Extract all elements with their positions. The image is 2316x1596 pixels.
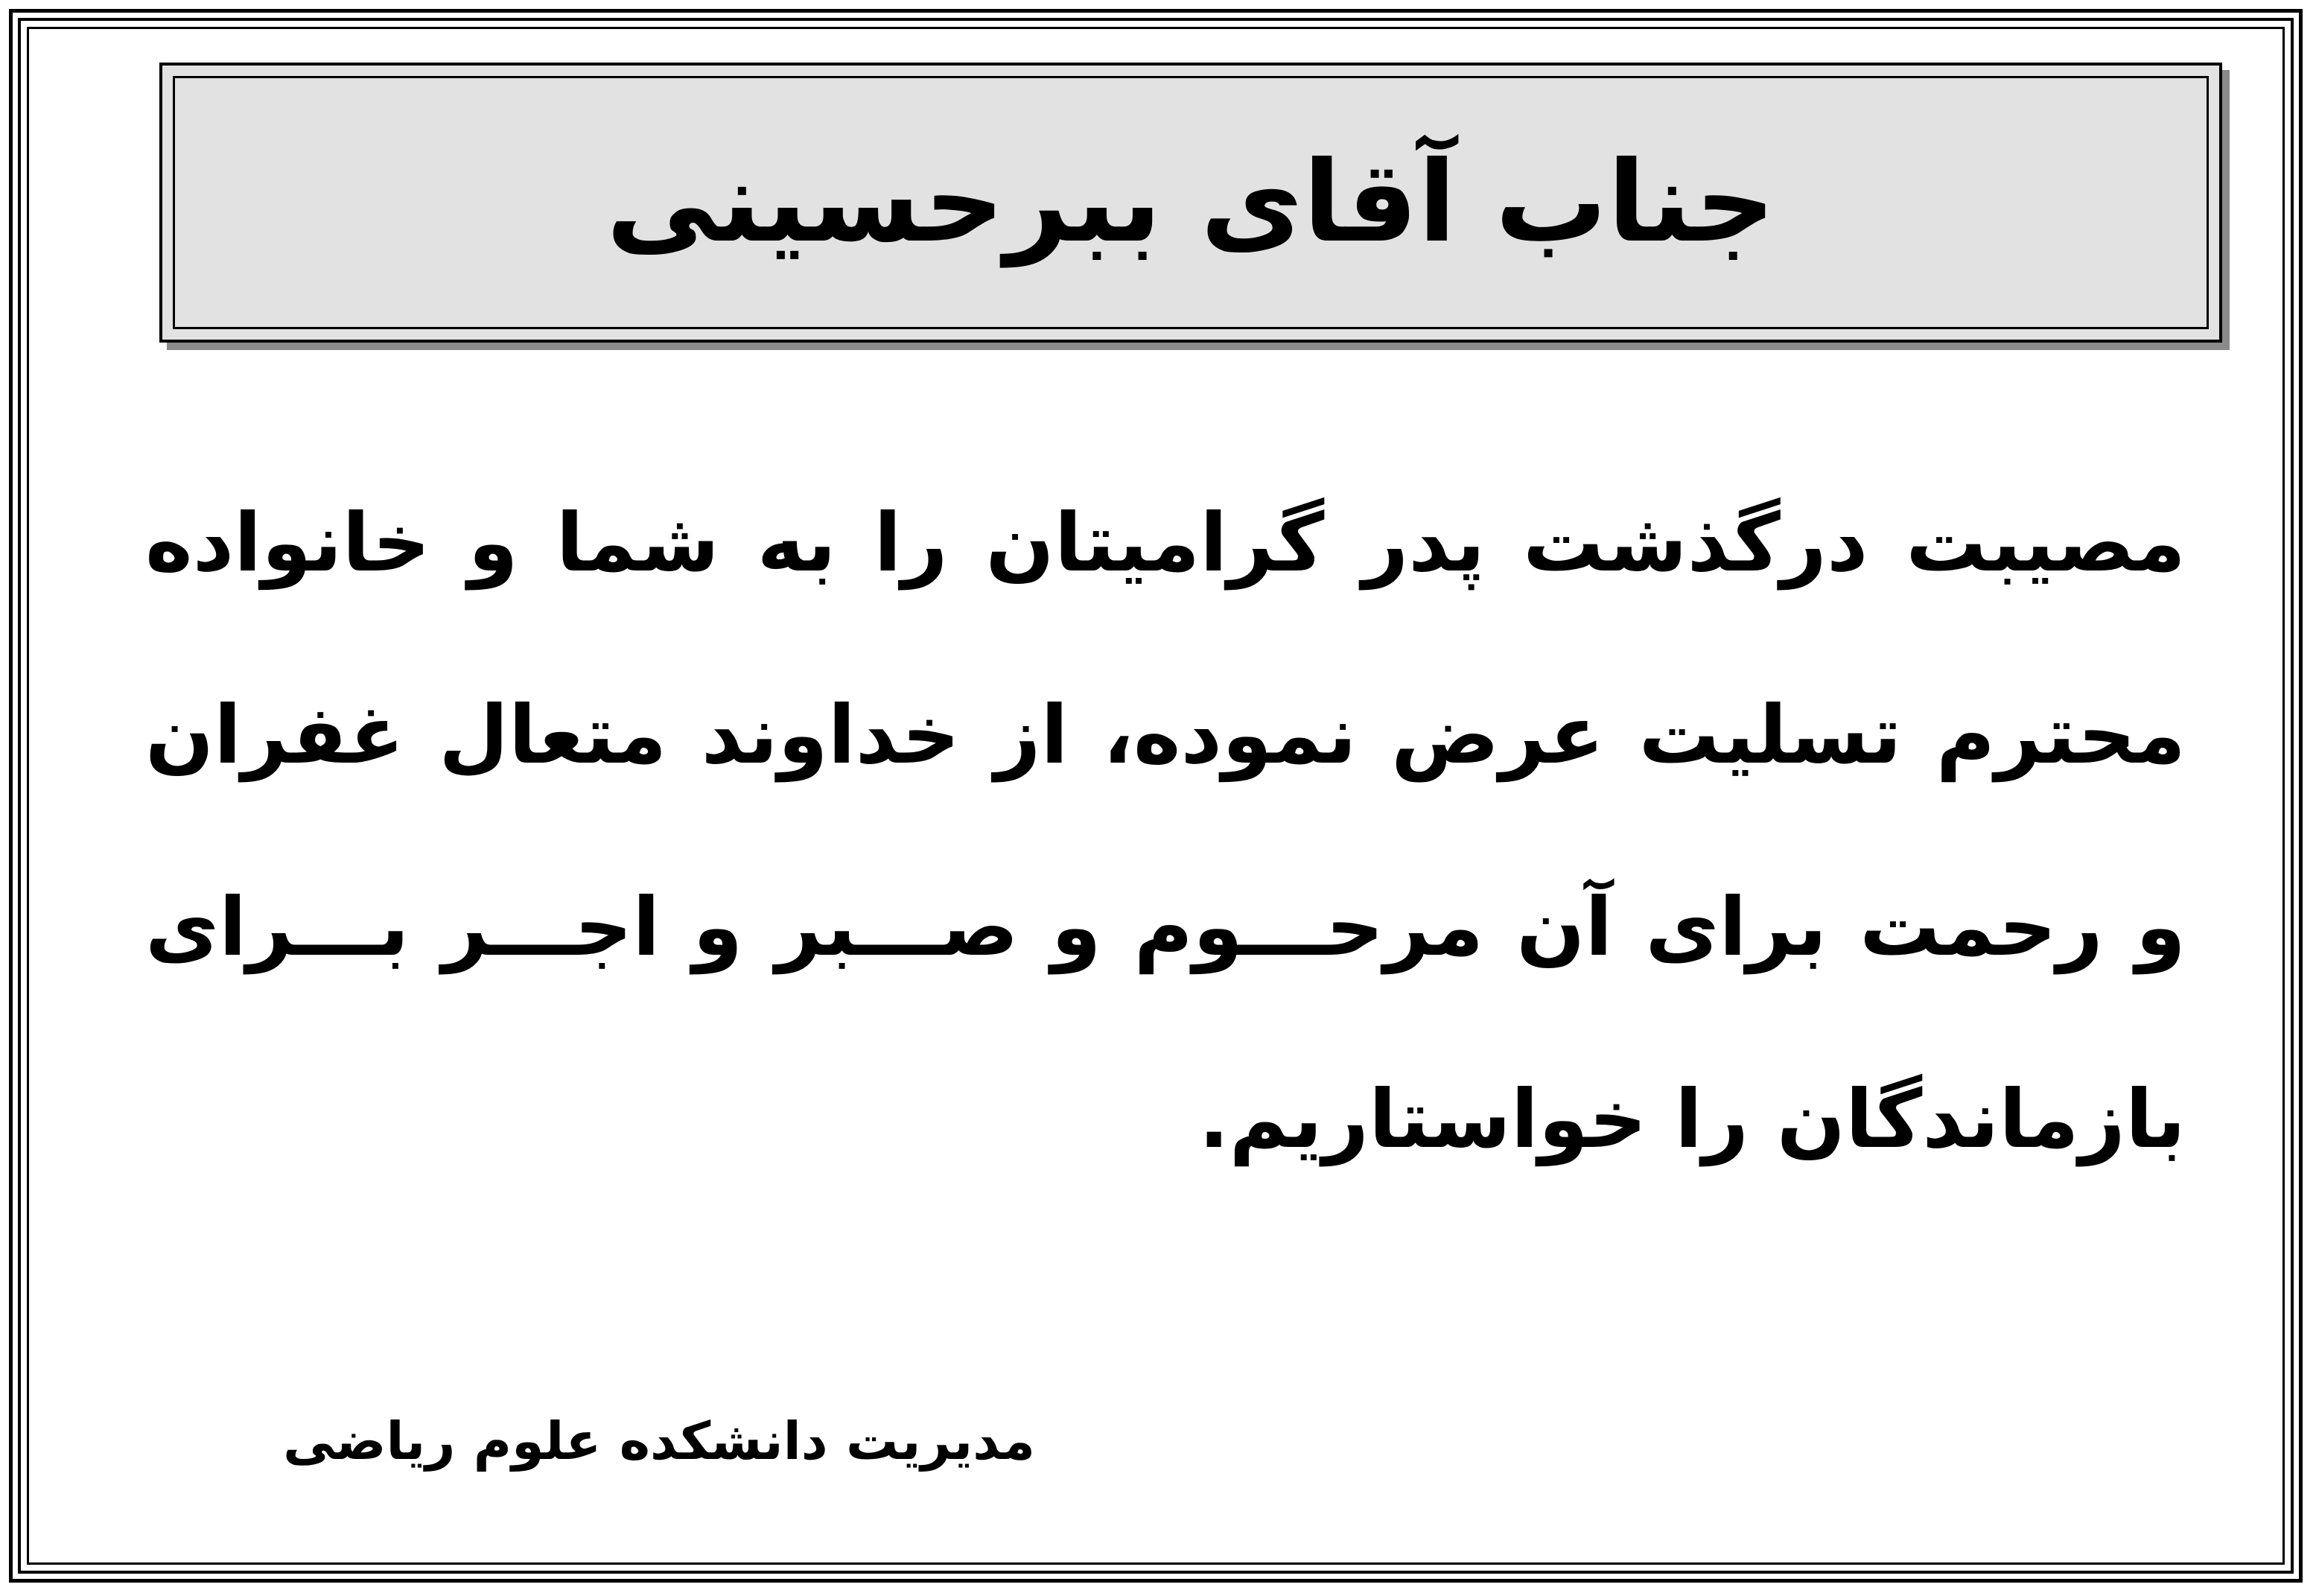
notice-title: جناب آقای ببرحسینی bbox=[605, 138, 1776, 267]
message-line-2: محترم تسلیت عرض نموده، از خداوند متعال غفران bbox=[145, 689, 2186, 782]
message-line-3: و رحمت برای آن مرحـــوم و صـــبر و اجـــر بـــرای bbox=[145, 881, 2186, 974]
message-line-4: بازماندگان را خواستاریم. bbox=[1198, 1073, 2186, 1166]
title-banner bbox=[159, 63, 2222, 343]
message-line-1: مصیبت درگذشت پدر گرامیتان را به شما و خانواده bbox=[145, 497, 2186, 590]
condolence-message bbox=[145, 477, 2186, 1245]
signature: مدیریت دانشکده علوم ریاضی bbox=[283, 1411, 1035, 1472]
